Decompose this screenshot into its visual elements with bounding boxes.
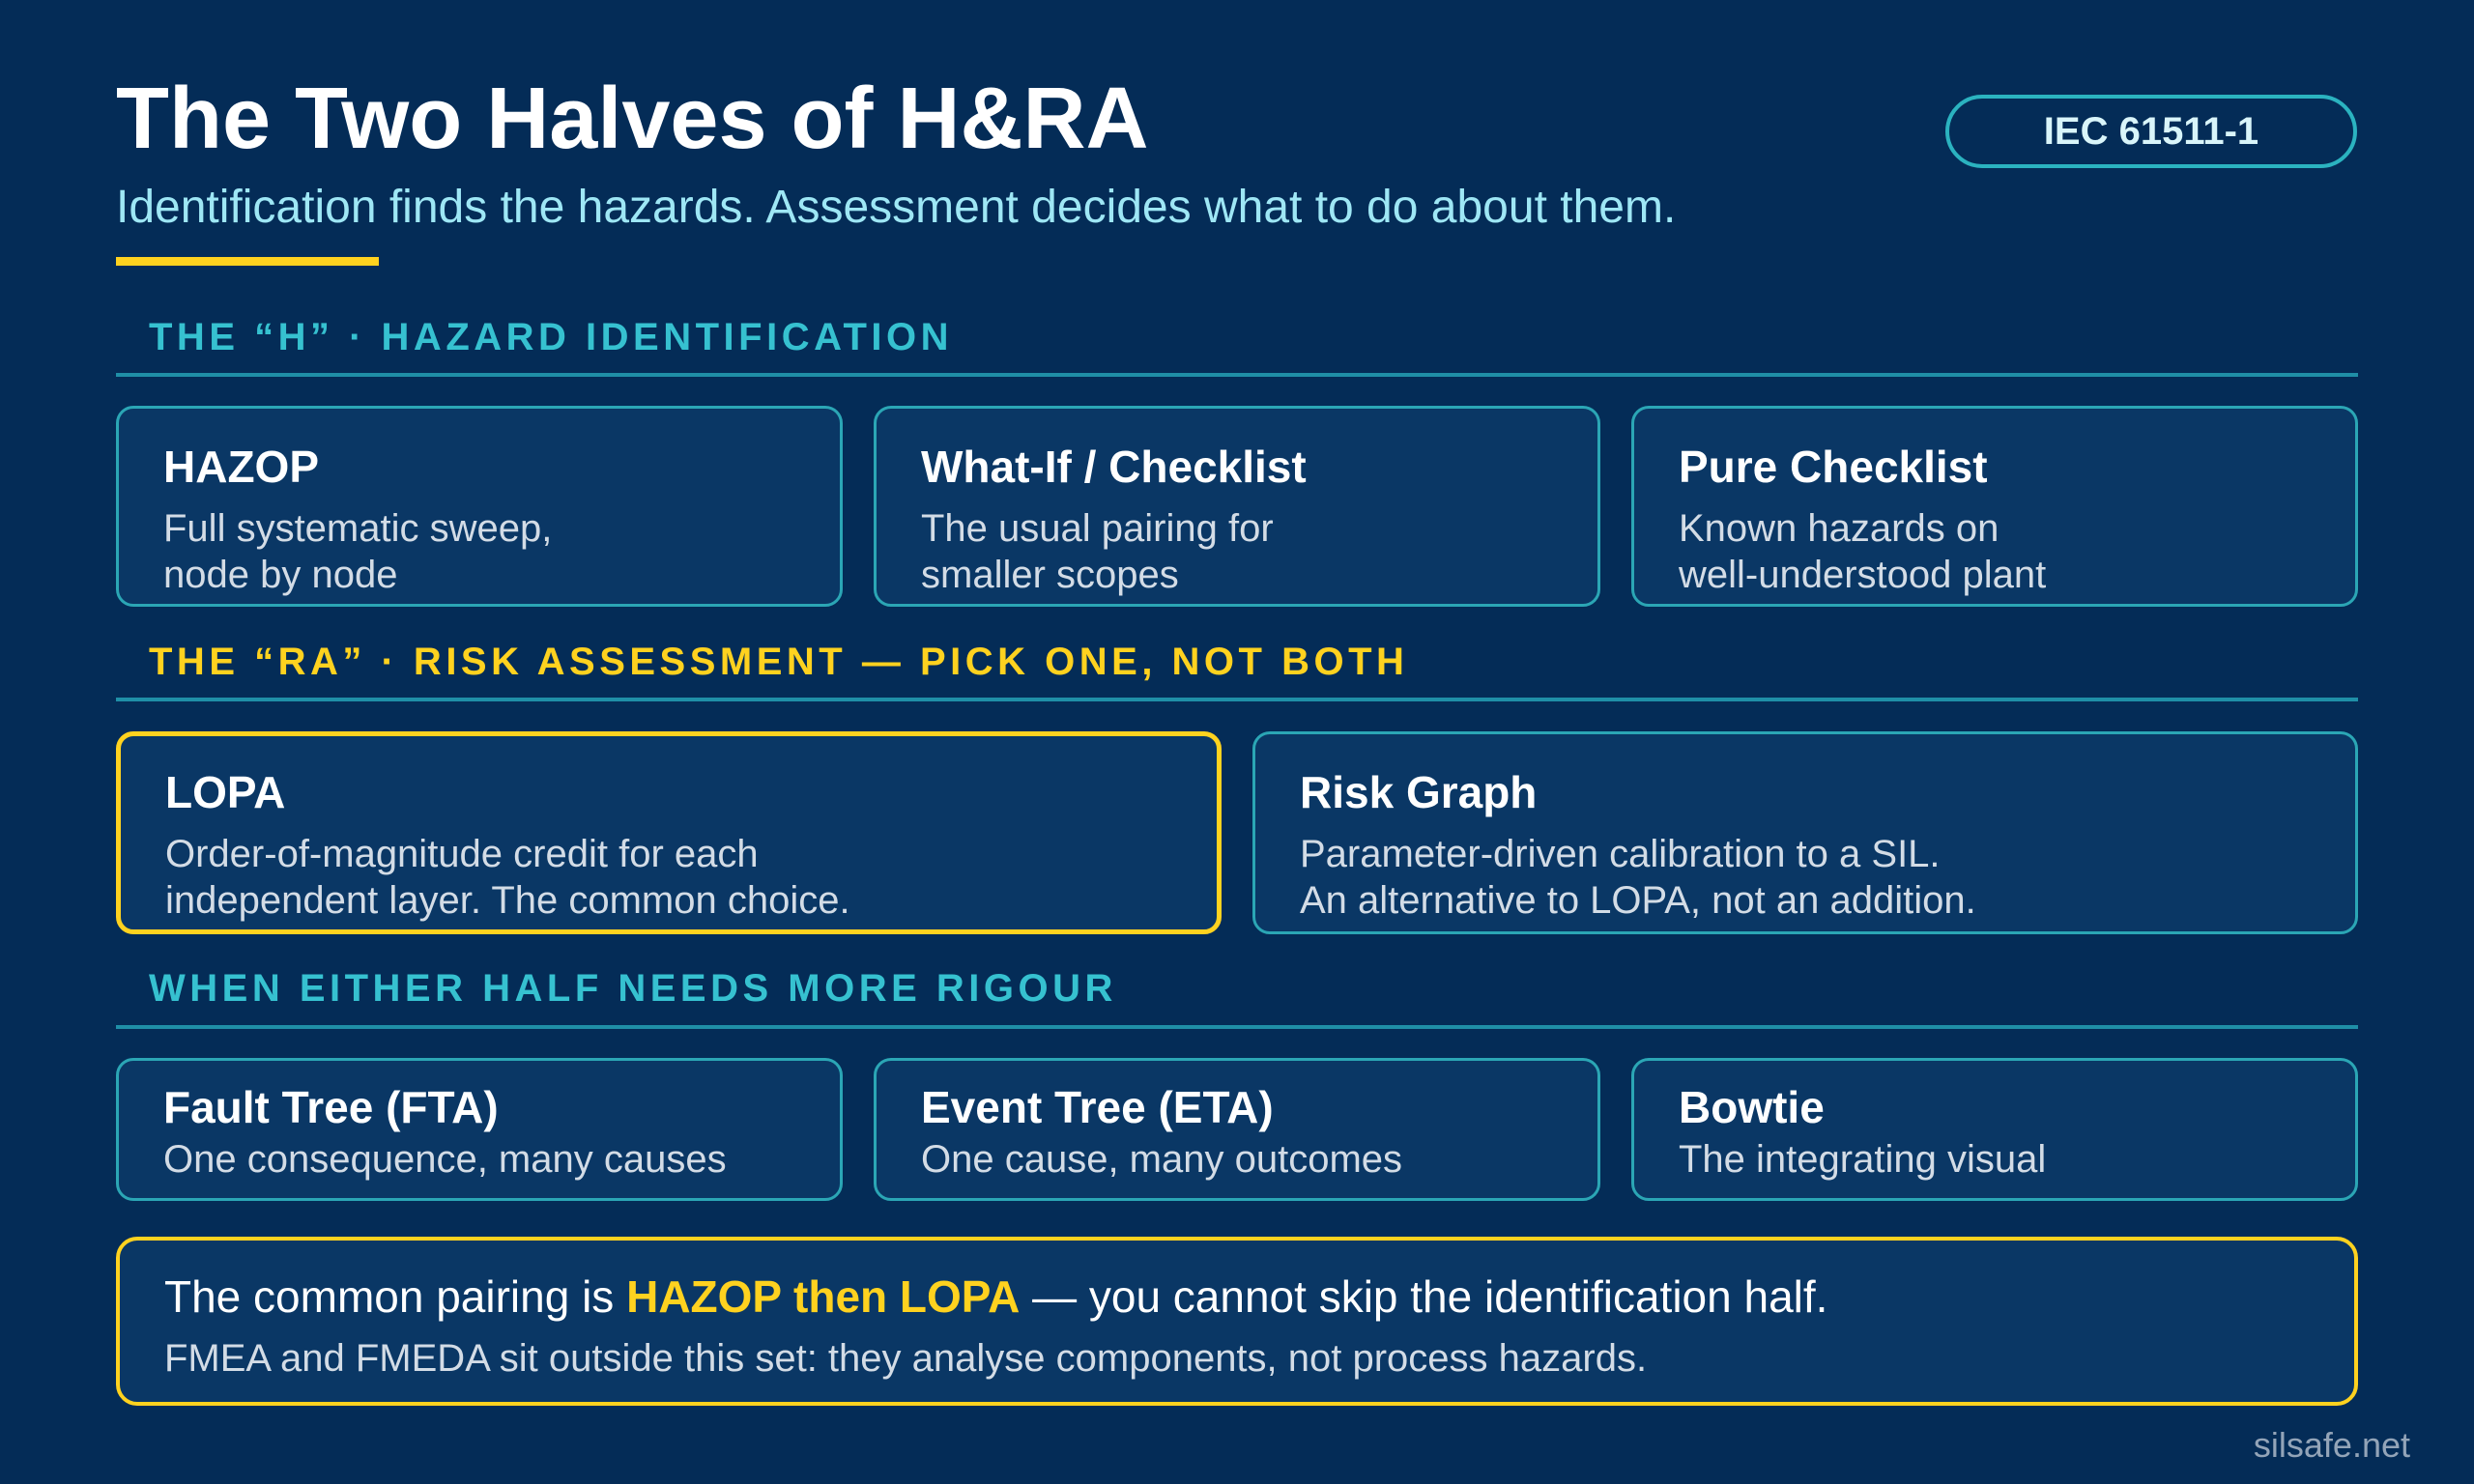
section-rule-identification — [116, 373, 2358, 377]
page-title: The Two Halves of H&RA — [116, 71, 1149, 167]
section-rule-assessment — [116, 698, 2358, 701]
page-subtitle: Identification finds the hazards. Assessment decides what to do about them. — [116, 182, 1677, 233]
card-risk-graph — [1252, 731, 2358, 934]
callout-suffix: — you cannot skip the identification half. — [1020, 1271, 1828, 1322]
card-lopa — [116, 731, 1222, 934]
card-bowtie — [1631, 1058, 2358, 1201]
card-title: What-If / Checklist — [921, 442, 1307, 492]
section-label-rigour: WHEN EITHER HALF NEEDS MORE RIGOUR — [149, 967, 1117, 1010]
card-pure-checklist — [1631, 406, 2358, 607]
card-title: Pure Checklist — [1679, 442, 1988, 492]
card-description: Parameter-driven calibration to a SIL. An alternative to LOPA, not an addition. — [1300, 833, 1976, 922]
standard-badge: IEC 61511-1 — [1945, 95, 2357, 168]
title-underline — [116, 257, 379, 266]
callout-note: FMEA and FMEDA sit outside this set: they analyse components, not process hazards. — [164, 1337, 1648, 1380]
card-description: Full systematic sweep, node by node — [163, 507, 553, 596]
section-label-assessment: THE “RA” · RISK ASSESSMENT — PICK ONE, NOT BOTH — [149, 641, 1409, 683]
card-description: The integrating visual — [1679, 1138, 2047, 1181]
card-title: Fault Tree (FTA) — [163, 1082, 499, 1132]
section-label-identification: THE “H” · HAZARD IDENTIFICATION — [149, 316, 954, 358]
callout-main-line — [164, 1270, 1827, 1324]
card-event-tree — [874, 1058, 1600, 1201]
section-rule-rigour — [116, 1025, 2358, 1029]
callout-prefix: The common pairing is — [164, 1271, 627, 1322]
card-title: LOPA — [165, 767, 286, 817]
card-description: One consequence, many causes — [163, 1138, 727, 1181]
card-description: Known hazards on well-understood plant — [1679, 507, 2047, 596]
card-title: Risk Graph — [1300, 767, 1538, 817]
card-what-if-checklist — [874, 406, 1600, 607]
card-title: HAZOP — [163, 442, 319, 492]
card-description: The usual pairing for smaller scopes — [921, 507, 1274, 596]
card-hazop — [116, 406, 843, 607]
card-description: Order-of-magnitude credit for each independent layer. The common choice. — [165, 833, 850, 922]
card-description: One cause, many outcomes — [921, 1138, 1403, 1181]
footer-site: silsafe.net — [2253, 1425, 2410, 1465]
callout-highlight: HAZOP then LOPA — [626, 1271, 1021, 1322]
summary-callout — [116, 1237, 2358, 1406]
card-title: Event Tree (ETA) — [921, 1082, 1274, 1132]
card-title: Bowtie — [1679, 1082, 1825, 1132]
card-fault-tree — [116, 1058, 843, 1201]
